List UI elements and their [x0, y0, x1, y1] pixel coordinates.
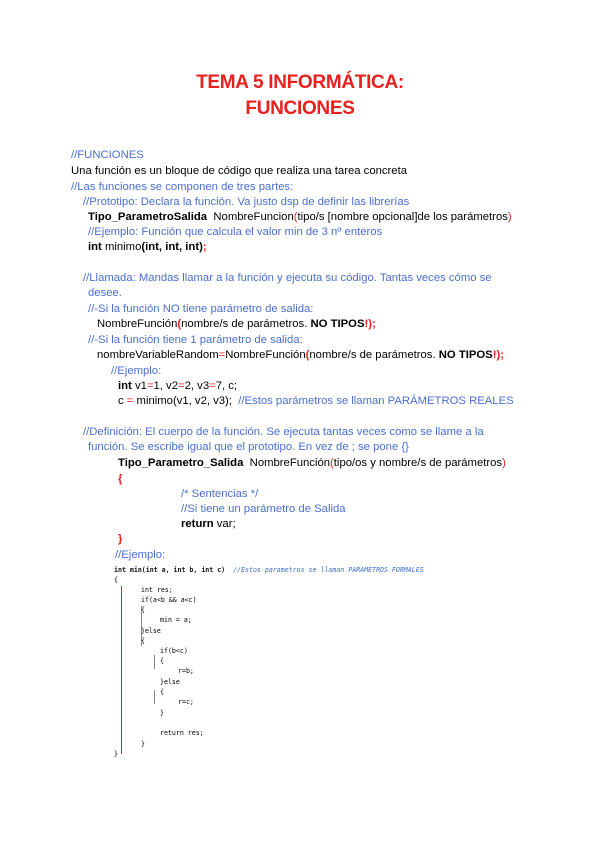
paren-open: (	[305, 349, 310, 361]
assign-op: =	[146, 380, 154, 392]
call-no-output	[97, 317, 376, 331]
call-example	[118, 394, 514, 408]
return-var: var;	[213, 518, 236, 530]
title-line-2: FUNCIONES	[245, 98, 355, 119]
comment-example-2: //Ejemplo:	[111, 365, 162, 377]
comment-param-salida: //Si tiene un parámetro de Salida	[181, 503, 346, 515]
code-line: min = a;	[160, 616, 192, 624]
code-brace: {	[141, 606, 145, 614]
v2: 1, v2	[153, 380, 178, 392]
assign-op: =	[209, 380, 216, 392]
comment-definicion: //Definición: El cuerpo de la función. Se ejecuta tantas veces como se llame a la	[83, 426, 484, 438]
code-line: }else	[141, 627, 161, 635]
code-brace: {	[160, 657, 164, 665]
call-func-name: NombreFunción	[97, 318, 178, 330]
comment-no-output: //-Si la función NO tiene parámetro de salida:	[88, 303, 314, 315]
prototype-example	[88, 240, 207, 254]
guide-line	[154, 690, 155, 704]
c-var: c	[118, 395, 127, 407]
code-line: if(a<b && a<c)	[141, 596, 197, 604]
code-brace: }	[114, 750, 118, 758]
keyword-return: return	[181, 518, 214, 530]
paren-close: )	[502, 457, 506, 469]
assign-op: =	[126, 395, 134, 407]
paren-open: (	[293, 211, 298, 223]
param-types: (int, int, int)	[141, 241, 203, 253]
return-type: Tipo_Parametro_Salida	[118, 457, 244, 469]
var-declaration	[118, 379, 237, 393]
code-func-signature: int min(int a, int b, int c)	[114, 566, 226, 574]
brace-close: }	[118, 533, 123, 545]
semicolon: ;	[202, 241, 207, 253]
guide-line	[154, 655, 155, 669]
v3: 2, v3	[184, 380, 210, 392]
call-func-name: NombreFunción	[225, 349, 306, 361]
call-end: !);	[492, 349, 505, 361]
comment-parametros-reales: //Estos parámetros se llaman PARÁMETROS REALES	[238, 395, 514, 407]
paren-open: (	[330, 457, 334, 469]
assign-op: =	[178, 380, 185, 392]
code-brace: {	[141, 637, 145, 645]
comment-example-3: //Ejemplo:	[115, 549, 166, 561]
comment-sentencias: /* Sentencias */	[181, 488, 259, 500]
call-params: nombre/s de parámetros.	[309, 349, 439, 361]
code-line: int res;	[141, 586, 173, 594]
paren-close: )	[507, 211, 512, 223]
title-line-1: TEMA 5 INFORMÁTICA:	[196, 72, 404, 93]
comment-example-1: //Ejemplo: Función que calcula el valor min de 3 nº enteros	[88, 226, 383, 238]
call-end: !);	[364, 318, 376, 330]
call-with-output	[97, 348, 504, 362]
code-line: r=c;	[178, 698, 194, 706]
guide-line-outer	[121, 586, 122, 754]
code-signature	[114, 566, 424, 574]
comment-funciones: //FUNCIONES	[71, 149, 144, 161]
no-tipos-label: NO TIPOS	[310, 318, 365, 330]
prototype-syntax	[88, 210, 512, 224]
code-line: }else	[160, 678, 180, 686]
code-brace: {	[114, 576, 118, 584]
call-params: nombre/s de parámetros.	[181, 318, 311, 330]
var-name: nombreVariableRandom	[97, 349, 219, 361]
v1: v1	[131, 380, 147, 392]
brace-open: {	[118, 473, 123, 485]
comment-llamada-cont: desee.	[88, 287, 122, 299]
code-comment: //Estos parametros se llaman PARAMETROS FORMALES	[233, 566, 424, 574]
prototype-params: tipo/s [nombre opcional]de los parámetros	[297, 211, 508, 223]
return-statement	[181, 517, 236, 531]
prototype-return-type: Tipo_ParametroSalida	[88, 211, 208, 223]
func-name: NombreFunción	[249, 457, 331, 469]
assign-op: =	[218, 349, 226, 361]
comment-one-output: //-Si la función tiene 1 parámetro de salida:	[88, 334, 303, 346]
code-brace: {	[160, 688, 164, 696]
definition-text: Una función es un bloque de código que realiza una tarea concreta	[71, 165, 408, 177]
definition-syntax	[118, 456, 506, 470]
code-line: return res;	[160, 729, 204, 737]
call-expression: minimo(v1, v2, v3);	[133, 395, 232, 407]
comment-prototipo: //Prototipo: Declara la función. Va justo dsp de definir las librerías	[83, 196, 410, 208]
comment-parts: //Las funciones se componen de tres partes:	[71, 181, 294, 193]
c-var: 7, c;	[215, 380, 238, 392]
comment-llamada: //Llamada: Mandas llamar a la función y ejecuta su código. Tantas veces cómo se	[83, 272, 492, 284]
keyword-int: int	[88, 241, 102, 253]
func-name: minimo	[101, 241, 142, 253]
code-brace: }	[141, 740, 145, 748]
def-params: tipo/os y nombre/s de parámetros	[333, 457, 503, 469]
comment-definicion-cont: función. Se escribe igual que el prototipo. En vez de ; se pone {}	[88, 441, 409, 453]
code-line: if(b<c)	[160, 647, 188, 655]
code-brace: }	[160, 709, 164, 717]
no-tipos-label: NO TIPOS	[438, 349, 493, 361]
prototype-name: NombreFuncion	[213, 211, 294, 223]
paren-open: (	[177, 318, 182, 330]
code-line: r=b;	[178, 667, 194, 675]
keyword-int: int	[118, 380, 132, 392]
